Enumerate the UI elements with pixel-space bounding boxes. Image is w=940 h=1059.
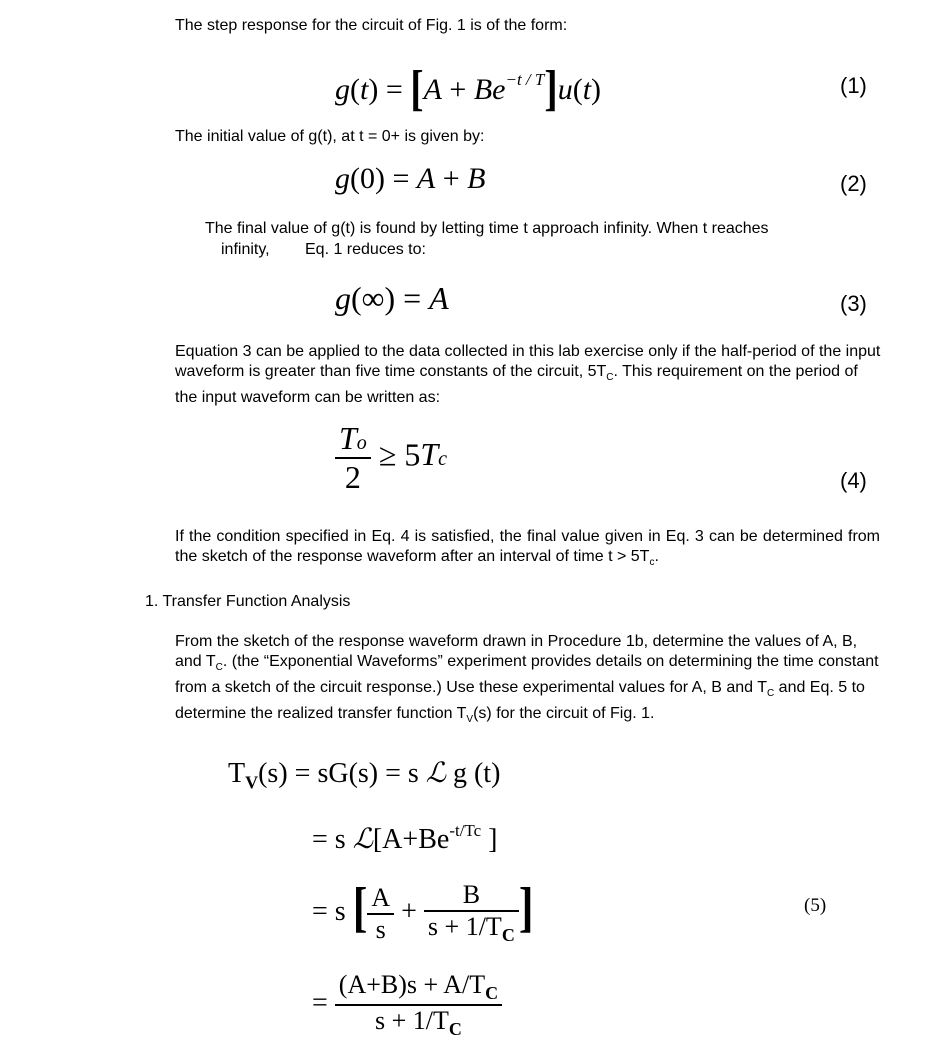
initial-value-text: The initial value of g(t), at t = 0+ is given by: xyxy=(175,128,485,145)
equation-1: $g(t) = [A + Be^{-t / T}]u(t)$ xyxy=(335,59,602,116)
equation-4-number: (4) xyxy=(840,468,867,493)
equation-1-number: (1) xyxy=(840,73,867,98)
equation-3: g(∞) = A xyxy=(335,280,449,316)
section-paragraph: From the sketch of the response waveform drawn in Procedure 1b, determine the values of A, B, and $T_C$. (the “Exponential Waveforms” experiment provides details on determining the time constant from a sketch of the circuit response.) Use these experimental values for A, B and $T_C$ and Eq. 5 to determine the realized transfer function $T_V(s)$ for the circuit of Fig. 1. xyxy=(175,633,879,726)
equation-2-number: (2) xyxy=(840,171,867,196)
final-value-line2-a: infinity, xyxy=(221,241,270,258)
equation-2: g(0) = A + B xyxy=(335,162,486,195)
eq3-applied-text: Equation 3 can be applied to the data collected in this lab exercise only if the half-period of the input waveform is greater than five time constants of the circuit, $5T_C$. This requirement on the period of the input waveform can be written as: xyxy=(175,343,881,407)
equation-5-line3: = s [ $\frac{A}{s}$ + $\frac{B}{s + 1/T_C}$ ] xyxy=(312,876,534,946)
step-response-text: The step response for the circuit of Fig. 1 is of the form: xyxy=(175,17,568,34)
equation-5-number: (5) xyxy=(804,895,827,916)
final-value-line1: The final value of g(t) is found by letting time t approach infinity. When t reaches xyxy=(205,220,769,237)
equation-4: $\frac{To}{2}$ ≥ 5Tc xyxy=(335,420,447,496)
equation-5-line1: $T_V(s) = sG(s) = s$ ℒ g (t) xyxy=(228,756,501,793)
equation-5-line2: = s $ℒ[A+Be^{-t/Tc}$ ] xyxy=(312,821,498,855)
section-heading: 1. Transfer Function Analysis xyxy=(145,593,351,610)
equation-5-line4: = $\frac{(A+B)s + A/T_C}{s + 1/T_C}$ xyxy=(312,970,502,1040)
condition-text: If the condition specified in Eq. 4 is satisfied, the final value given in Eq. 3 can be determined from the sketch of the response waveform after an interval of time $t > 5T_c$. xyxy=(175,528,880,569)
equation-3-number: (3) xyxy=(840,291,867,316)
final-value-line2-b: Eq. 1 reduces to: xyxy=(305,241,426,258)
